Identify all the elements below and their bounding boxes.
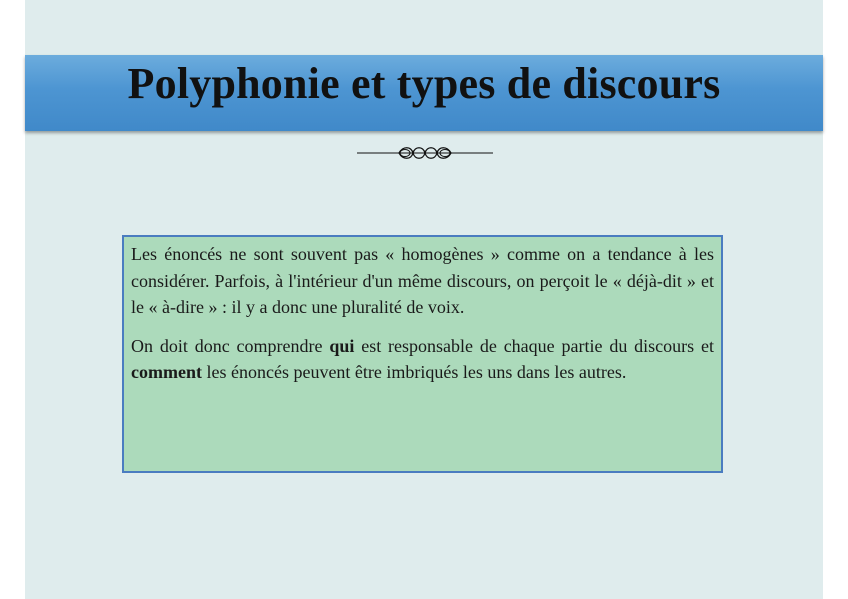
title-banner [25,55,823,131]
content-text-box [122,235,723,473]
flourish-divider-icon [355,143,495,163]
paragraph-text: On doit donc comprendre [131,335,330,356]
slide-title: Polyphonie et types de discours [127,59,721,108]
emphasis-qui: qui [329,335,355,356]
slide [25,0,823,599]
paragraph-responsibility [131,333,714,386]
paragraph-text: est responsable de chaque partie du discours et [354,335,714,356]
paragraph-polyphony: Les énoncés ne sont souvent pas « homogènes » comme on a tendance à les considérer. Parfois, à l'intérieur d'un même discours, on perçoit le « déjà-dit » et le « à-dire » : il y a donc une pluralité de voix. [131,244,714,317]
paragraph-text: les énoncés peuvent être imbriqués les uns dans les autres. [201,362,627,382]
emphasis-comment: comment [131,362,202,382]
